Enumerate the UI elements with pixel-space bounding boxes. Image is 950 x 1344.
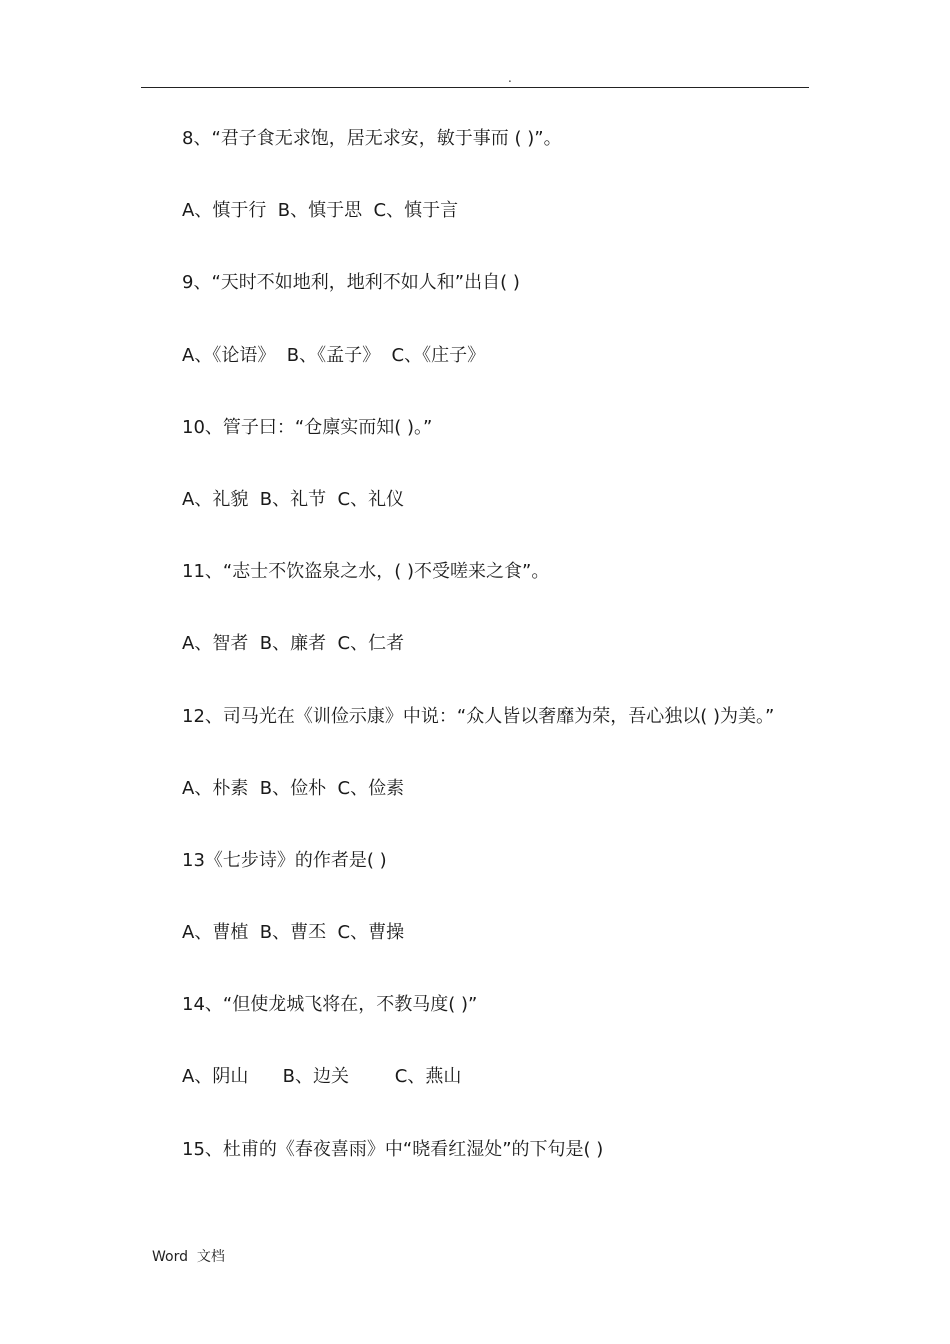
question-8: 8、“君子食无求饱，居无求安，敏于事而 ( )”。 bbox=[182, 128, 562, 149]
question-13: 13《七步诗》的作者是( ) bbox=[182, 849, 387, 871]
options-13: A、曹植 B、曹丕 C、曹操 bbox=[182, 922, 405, 944]
question-11: 11、“志士不饮盗泉之水，( )不受嗟来之食”。 bbox=[182, 561, 550, 583]
document-body bbox=[182, 125, 822, 1208]
question-14: 14、“但使龙城飞将在，不教马度( )” bbox=[182, 994, 478, 1016]
question-15: 15、杜甫的《春夜喜雨》中“晓看红湿处”的下句是( ) bbox=[182, 1138, 604, 1160]
question-9: 9、“天时不如地利，地利不如人和”出自( ) bbox=[182, 272, 520, 294]
header-divider bbox=[141, 87, 809, 88]
options-9: A、《论语》 B、《孟子》 C、《庄子》 bbox=[182, 344, 486, 366]
options-12: A、朴素 B、俭朴 C、俭素 bbox=[182, 777, 405, 799]
question-12: 12、司马光在《训俭示康》中说：“众人皆以奢靡为荣，吾心独以( )为美。” bbox=[182, 705, 775, 727]
options-8: A、慎于行 B、慎于思 C、慎于言 bbox=[182, 200, 459, 222]
footer-label: Word 文档 bbox=[152, 1249, 225, 1265]
options-14: A、阴山 B、边关 C、燕山 bbox=[182, 1066, 462, 1088]
options-11: A、智者 B、廉者 C、仁者 bbox=[182, 633, 405, 655]
header-mark: . bbox=[508, 71, 512, 85]
question-10: 10、管子曰：“仓廪实而知( )。” bbox=[182, 416, 433, 438]
options-10: A、礼貌 B、礼节 C、礼仪 bbox=[182, 488, 405, 510]
